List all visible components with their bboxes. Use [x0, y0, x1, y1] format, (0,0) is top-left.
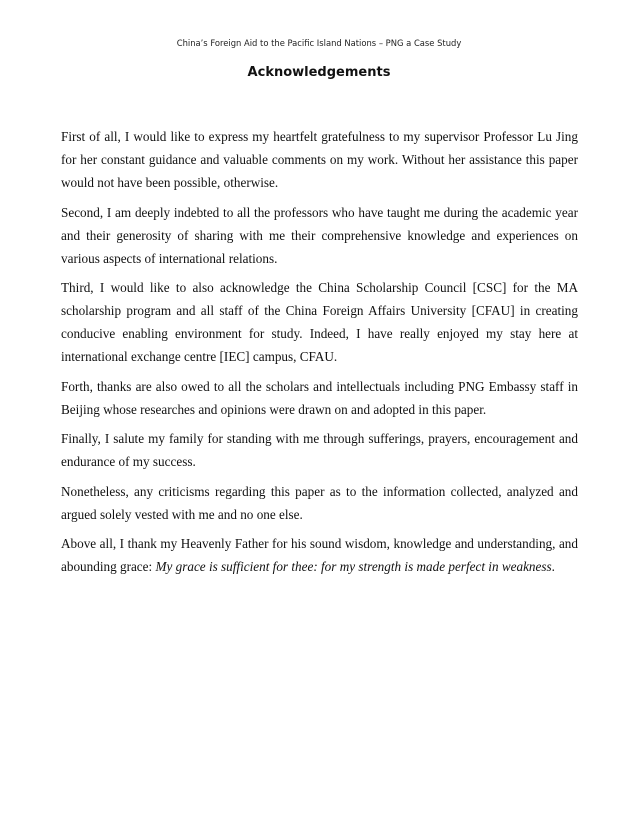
- paragraph-supervisor: First of all, I would like to express my heartfelt gratefulness to my supervisor Professor Lu Jing for her constant guidance and valuable comments on my work. Without her assistance this paper would not have been possible, otherwise.: [61, 129, 578, 190]
- page-title: Acknowledgements: [247, 65, 391, 80]
- final-paragraph-end: .: [551, 559, 555, 574]
- paragraph-heavenly-father: [61, 532, 578, 578]
- running-header: China’s Foreign Aid to the Pacific Island Nations – PNG a Case Study: [176, 38, 462, 48]
- paragraph-professors: Second, I am deeply indebted to all the professors who have taught me during the academic year and their generosity of sharing with me their comprehensive knowledge and experiences on various aspects of international relations.: [61, 204, 578, 266]
- paragraph-scholars: Forth, thanks are also owed to all the scholars and intellectuals including PNG Embassy staff in Beijing whose researches and opinions were drawn on and adopted in this paper.: [61, 378, 578, 417]
- acknowledgements-body: [61, 125, 578, 585]
- paragraph-scholarship: Third, I would like to also acknowledge the China Scholarship Council [CSC] for the MA scholarship program and all staff of the China Foreign Affairs University [CFAU] in creating conducive enabling environment for study. Indeed, I have really enjoyed my stay here at international exchange centre [IEC] campus, CFAU.: [61, 280, 578, 364]
- final-paragraph-text: Above all, I thank my Heavenly Father for his sound wisdom, knowledge and understanding, and abounding grace:: [61, 536, 578, 574]
- scripture-quote: My grace is sufficient for thee: for my strength is made perfect in weakness: [155, 559, 552, 574]
- paragraph-criticisms: Nonetheless, any criticisms regarding this paper as to the information collected, analyzed and argued solely vested with me and no one else.: [61, 483, 578, 522]
- paragraph-family: Finally, I salute my family for standing with me through sufferings, prayers, encouragement and endurance of my success.: [61, 431, 578, 469]
